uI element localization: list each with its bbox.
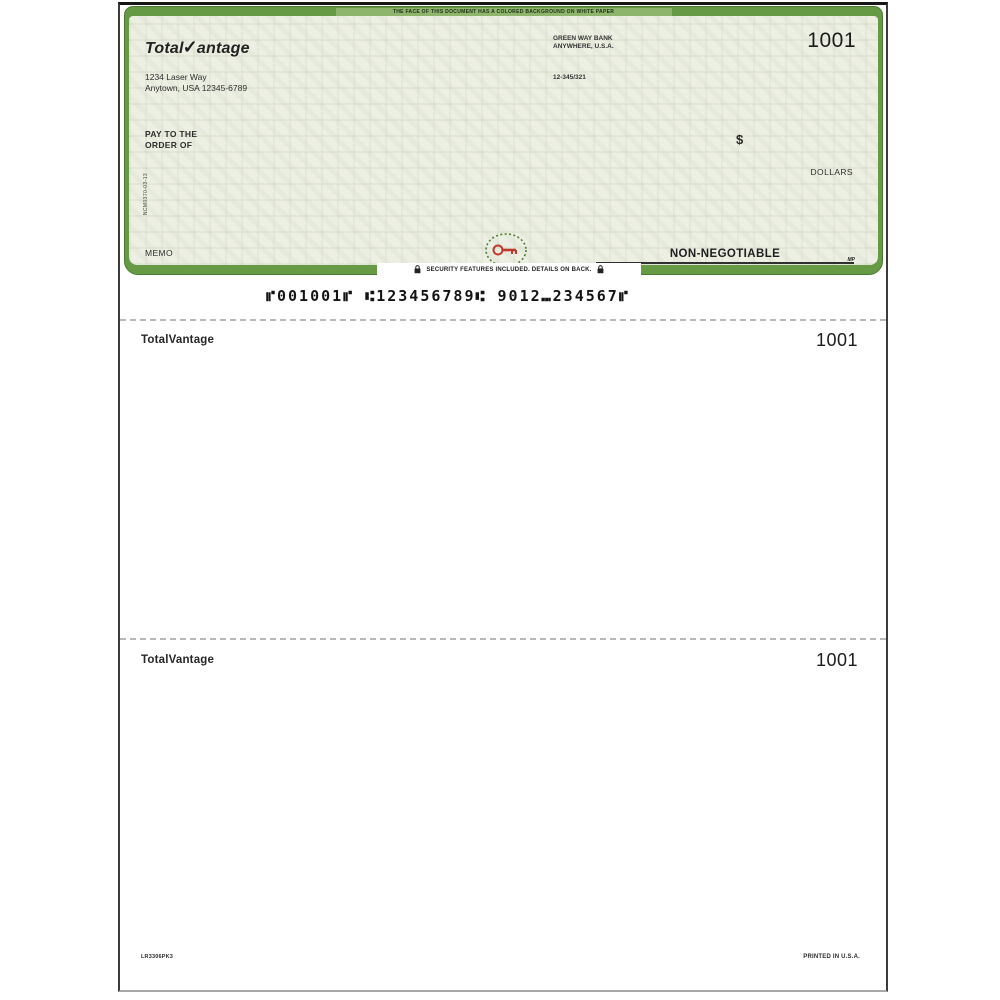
logo-part1: Total: [145, 40, 184, 57]
check: [124, 6, 883, 275]
footer-printed-in-usa: PRINTED IN U.S.A.: [803, 954, 860, 960]
footer-form-code: LR3306PK3: [141, 954, 174, 960]
payer-address-line1: 1234 Laser Way: [145, 72, 207, 82]
stub-company-name: TotalVantage: [141, 334, 215, 346]
security-note: SECURITY FEATURES INCLUDED. DETAILS ON BACK.: [426, 266, 592, 273]
bank-name: GREEN WAY BANK: [553, 35, 613, 42]
security-strip: [377, 263, 641, 276]
bank-location: ANYWHERE, U.S.A.: [553, 43, 614, 50]
perforation-line: [120, 638, 886, 640]
colored-background-banner: THE FACE OF THIS DOCUMENT HAS A COLORED BACKGROUND ON WHITE PAPER: [336, 8, 672, 16]
stub-company-name: TotalVantage: [141, 654, 215, 666]
logo-part2: antage: [196, 40, 250, 57]
check-number: 1001: [807, 29, 856, 52]
microprint-mark: MP: [847, 257, 855, 263]
memo-label: MEMO: [145, 248, 174, 258]
checkmark-icon: ✓: [182, 37, 198, 57]
bank-block: [553, 35, 614, 51]
routing-fraction: 12-345/321: [553, 74, 586, 81]
dollar-sign: $: [736, 132, 744, 147]
signature-line: [596, 240, 854, 264]
form-code-vertical: NCM0370-03-13: [143, 172, 150, 216]
pay-to-line1: PAY TO THE: [145, 129, 198, 139]
stub-check-number: 1001: [815, 330, 858, 350]
payer-address: [145, 72, 247, 94]
perforation-line: [120, 319, 886, 321]
pay-to-line2: ORDER OF: [145, 139, 193, 150]
stub-check-number: 1001: [815, 650, 858, 670]
company-logo: [145, 37, 250, 58]
check-sheet: [118, 2, 888, 992]
pay-to-label: [145, 129, 197, 150]
non-negotiable-label: NON-NEGOTIABLE: [669, 248, 781, 260]
padlock-icon: [597, 265, 604, 274]
padlock-icon: [414, 265, 421, 274]
payer-address-line2: Anytown, USA 12345-6789: [145, 83, 248, 93]
dollars-label: DOLLARS: [810, 167, 853, 177]
micr-line: ⑈001001⑈ ⑆123456789⑆ 9012⑉234567⑈: [266, 287, 630, 305]
check-body: [129, 16, 878, 265]
